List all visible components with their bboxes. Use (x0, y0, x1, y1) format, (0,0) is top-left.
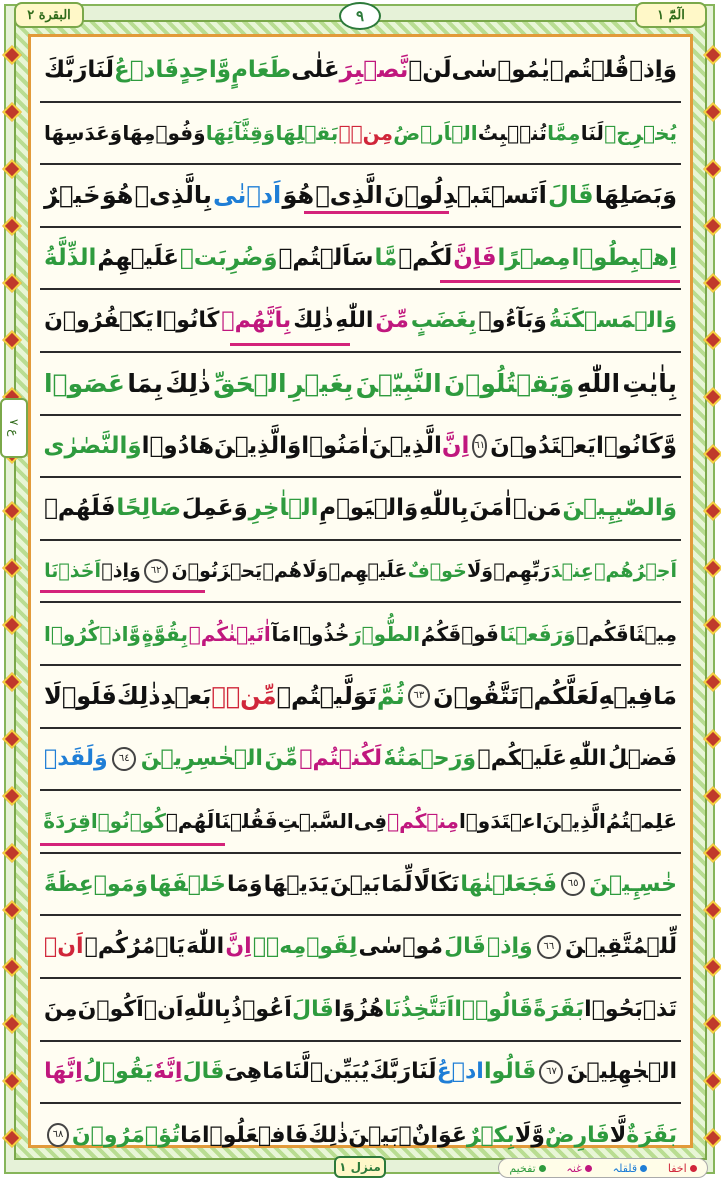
word: یَحۡزَنُوۡنَ (171, 560, 263, 583)
word: لَكُمۡ (398, 245, 453, 272)
word: عِنۡدَ (550, 560, 594, 583)
word: بِمَا (127, 368, 163, 398)
word: بِغَیۡرِ (288, 368, 354, 398)
ayah-number: ٦١ (472, 434, 487, 458)
word: رَبَّكَ (44, 57, 88, 84)
word: خَوۡفٌ (407, 560, 467, 583)
word: خٰسِـِٕیۡنَ (589, 871, 677, 897)
word: یَكۡفُرُوۡنَ (44, 308, 154, 334)
word: لَّا (609, 1122, 627, 1148)
word: الۡاَرۡضُ (393, 120, 478, 145)
word: اٰمَنَ (469, 495, 513, 522)
word: لَكُنۡتُمۡ (299, 746, 383, 772)
word: تُنۡۢبِتُ (477, 120, 547, 145)
word: لِقَوۡمِهٖۤ (252, 934, 358, 960)
word: اعۡتَدَوۡا (458, 809, 543, 834)
word: وَرَفَعۡنَا (499, 621, 576, 646)
tajweed-legend (498, 1158, 708, 1178)
word: عَلَیۡهِمۡ (328, 560, 408, 583)
text-line (40, 979, 681, 1042)
word: لِّلۡمُتَّقِیۡنَ (565, 934, 677, 960)
word: بَعۡدِ (160, 682, 212, 711)
legend-color-dot (690, 1165, 697, 1172)
word: اَنۡ (143, 996, 184, 1022)
word: عَلَیۡكُمۡ (477, 746, 567, 772)
word: الذِّلَّةُ (44, 245, 97, 272)
word: وَّاحِدٍ (179, 57, 232, 84)
text-line (40, 40, 681, 103)
word: وَاِذۡ (629, 57, 677, 84)
word: وَعَمِلَ (181, 495, 248, 522)
word: فَارِضٌ (544, 1122, 610, 1148)
word: اَنۡ (44, 934, 84, 960)
word: وَّكَانُوۡا (595, 432, 677, 459)
word: لَنَا (411, 1059, 437, 1085)
waqf-overline (230, 343, 350, 346)
word: وَعَدَسِهَا (44, 120, 123, 145)
legend-color-dot (640, 1165, 647, 1172)
word: بَقَرَةً (533, 996, 584, 1022)
word: قَالَ (548, 181, 594, 210)
word: عَلٰی (291, 57, 340, 84)
word: مِّنۡۢ (211, 682, 277, 711)
text-line (40, 1042, 681, 1105)
text-line (40, 353, 681, 416)
word: وَالصّٰبِـِٕیۡنَ (562, 495, 677, 522)
word: الۡحَقِّ (213, 368, 287, 398)
word: ذٰلِكَ (165, 368, 211, 398)
word: تَذۡبَحُوۡا (584, 996, 677, 1022)
word: مَا (180, 1122, 203, 1148)
word: قَالُوۡۤا (454, 996, 534, 1022)
word: وَاِذۡ (101, 560, 141, 583)
ruku-marker: ع ٧ (0, 398, 28, 458)
word: هُوَ (101, 181, 134, 210)
word: بِغَضَبٍ (410, 308, 477, 334)
word: وَیَقۡتُلُوۡنَ (443, 368, 575, 398)
word: یَقُوۡلُ (82, 1059, 154, 1085)
word: اَتَسۡتَبۡدِلُوۡنَ (383, 181, 547, 210)
text-line (40, 416, 681, 479)
word: وَضُرِبَتۡ (179, 245, 278, 272)
word: اِنَّهَا (44, 1059, 83, 1085)
word: ذٰلِكَ (308, 1122, 349, 1148)
ayah-number: ٦٨ (47, 1123, 69, 1147)
text-line (40, 478, 681, 541)
word: سَاَلۡتُمۡ (278, 245, 374, 272)
word: بِكۡرٌ (466, 1122, 515, 1148)
word: خَلۡفَهَا (149, 871, 226, 897)
word: اِنَّ (225, 934, 252, 960)
waqf-overline (304, 211, 449, 214)
waqf-overline (440, 280, 680, 283)
word: مَا (262, 1059, 285, 1085)
word: فَوۡقَكُمُ (420, 621, 499, 646)
word: الَّذِیۡنَ (542, 809, 606, 834)
word: اللّٰهِ (576, 368, 621, 398)
word: لِّمَا (381, 871, 413, 897)
word: ذٰلِكَ (116, 682, 161, 711)
word: وَقِثَّآئِهَا (205, 120, 276, 145)
word: كَانُوۡا (155, 308, 220, 334)
legend-color-dot (539, 1165, 546, 1172)
text-line (40, 666, 681, 729)
ayah-number: ٦٦ (537, 935, 561, 959)
word: خُذُوۡا (292, 621, 350, 646)
word: یٰمُوۡسٰی (451, 57, 550, 84)
word: عَصَوۡا (44, 368, 126, 398)
word: لَهُمۡ (165, 809, 215, 834)
word: بِاٰیٰتِ (622, 368, 677, 398)
word: اَتَتَّخِذُنَا (384, 996, 455, 1022)
legend-label: غنہ (566, 1161, 582, 1175)
word: وَبَصَلِهَا (594, 181, 677, 210)
word: رَبِّهِمۡ (493, 560, 551, 583)
word: وَلَقَدۡ (44, 746, 108, 772)
word: یُبَیِّنۡ (310, 1059, 370, 1085)
text-line (40, 165, 681, 228)
word: رَبَّكَ (369, 1059, 411, 1085)
word: وَالَّذِیۡنَ (214, 432, 302, 459)
word: فَقُلۡنَا (214, 809, 278, 834)
word: هُزُوًا (333, 996, 385, 1022)
word: عَلَیۡهِمُ (97, 245, 179, 272)
word: الَّذِیۡنَ (368, 432, 442, 459)
word: وَّاذۡكُرُوۡا (44, 621, 141, 646)
word: هُوَ (282, 181, 315, 210)
word: عَوَانٌۢ (398, 1122, 467, 1148)
word: فِیۡهِ (598, 682, 654, 711)
word: لَّنَا (284, 1059, 310, 1085)
word: اَخَذۡنَا (44, 560, 101, 583)
word: اَدۡنٰی (213, 181, 282, 210)
word: بَقَرَةٌ (626, 1122, 677, 1148)
word: ادۡعُ (436, 1059, 484, 1085)
word: اِهۡبِطُوۡا (571, 245, 677, 272)
legend-label: اخفا (667, 1161, 687, 1175)
word: مِنۡكُمۡ (387, 809, 459, 834)
word: الۡاٰخِرِ (248, 495, 319, 522)
manzil-tab: منزل ١ (334, 1156, 386, 1178)
word: بِاللّٰهِ (183, 996, 231, 1022)
word: قَالُوا (484, 1059, 537, 1085)
word: مِصۡرًا (497, 245, 571, 272)
ayah-number: ٦٥ (561, 872, 585, 896)
surah-name-tab: البقرة ٢ (14, 2, 84, 28)
word: فِی (353, 809, 388, 834)
word: بِاَنَّهُمۡ (221, 308, 292, 334)
legend-item (566, 1162, 592, 1175)
word: بَیۡنَ (329, 871, 381, 897)
word: مِّنَ (375, 308, 409, 334)
word: قَالَ (182, 1059, 225, 1085)
juz-name-tab: الٓمّٓ ١ (635, 2, 707, 28)
waqf-overline (40, 590, 205, 593)
ayah-number: ٦٤ (112, 747, 136, 771)
word: وَالۡمَسۡكَنَةُ (548, 308, 677, 334)
word: بَقۡلِهَا (275, 120, 339, 145)
word: وَاِذۡ (487, 934, 533, 960)
word: مِنَ (44, 996, 78, 1022)
word: الطُّوۡرَ (350, 621, 421, 646)
legend-color-dot (585, 1165, 592, 1172)
word: یَاۡمُرُكُمۡ (84, 934, 185, 960)
page-number: ٩ (339, 2, 381, 30)
word: مِیۡثَاقَكُمۡ (576, 621, 677, 646)
word: مَنۡ (512, 495, 562, 522)
word: الۡجٰهِلِیۡنَ (566, 1059, 677, 1085)
ayah-number: ٦٧ (539, 1060, 563, 1084)
word: الۡخٰسِرِیۡنَ (140, 746, 263, 772)
word: یَعۡتَدُوۡنَ (490, 432, 596, 459)
text-line (40, 729, 681, 792)
word: وَفُوۡمِهَا (122, 120, 206, 145)
legend-item (509, 1162, 545, 1175)
word: هِیَ (224, 1059, 263, 1085)
word: كُوۡنُوۡا (90, 809, 166, 834)
word: وَالنَّصٰرٰی (43, 432, 142, 459)
word: بَیۡنَ (348, 1122, 399, 1148)
word: مِمَّا (547, 120, 581, 145)
word: وَبَآءُوۡ (478, 308, 547, 334)
word: اللّٰهِ (568, 746, 607, 772)
word: لَنۡ (408, 57, 452, 84)
word: فَضۡلُ (608, 746, 677, 772)
word: مَّا (374, 245, 398, 272)
word: عَلِمۡتُمُ (605, 809, 677, 834)
word: مِّنَ (264, 746, 298, 772)
word: اِنَّ (441, 432, 470, 459)
word: تَوَلَّیۡتُمۡ (276, 682, 377, 711)
word: فَادۡعُ (114, 57, 180, 84)
word: وَالۡیَوۡمِ (319, 495, 419, 522)
legend-item (613, 1162, 648, 1175)
word: وَلَا (467, 560, 494, 583)
word: الَّذِیۡ (315, 181, 383, 210)
word: قُلۡتُمۡ (549, 57, 630, 84)
word: یُخۡرِجۡ (604, 120, 677, 145)
word: تَتَّقُوۡنَ (433, 682, 520, 711)
word: وَمَا (226, 871, 263, 897)
word: قَالَ (291, 996, 334, 1022)
word: نَّصۡبِرَ (339, 57, 409, 84)
legend-label: قلقلہ (612, 1161, 638, 1175)
ayah-number: ٦٢ (144, 559, 168, 583)
word: اَعُوۡذُ (230, 996, 292, 1022)
text-line (40, 916, 681, 979)
word: طَعَامٍ (231, 57, 292, 84)
word: تُؤۡمَرُوۡنَ (71, 1122, 181, 1148)
word: هُمۡ (262, 560, 302, 583)
word: مُوۡسٰی (358, 934, 443, 960)
word: هَادُوۡا (141, 432, 215, 459)
word: فَلَوۡلَا (44, 682, 117, 711)
word: لَعَلَّكُمۡ (519, 682, 599, 711)
word: مَآ (271, 621, 292, 646)
word: قِرَدَةً (43, 809, 91, 834)
word: فَافۡعَلُوۡا (202, 1122, 309, 1148)
word: مِنۡۢ (338, 120, 393, 145)
ayah-number: ٦٣ (408, 684, 430, 708)
word: فَجَعَلۡنٰهَا (460, 871, 558, 897)
word: وَلَا (302, 560, 329, 583)
word: ذٰلِكَ (293, 308, 334, 334)
text-line (40, 854, 681, 917)
word: ثُمَّ (376, 682, 405, 711)
word: النَّبِیّٖنَ (355, 368, 442, 398)
word: یَدَیۡهَا (263, 871, 329, 897)
legend-item (668, 1162, 697, 1175)
word: خَیۡرٌ (44, 181, 101, 210)
text-line (40, 603, 681, 666)
word: وَمَوۡعِظَةً (44, 871, 149, 897)
word: اٰمَنُوۡا (301, 432, 369, 459)
word: لَنَا (580, 120, 604, 145)
word: اَجۡرُهُمۡ (594, 560, 677, 583)
word: قَالَ (444, 934, 486, 960)
word: اللّٰهَ (186, 934, 225, 960)
word: بِالَّذِیۡ (134, 181, 212, 210)
word: السَّبۡتِ (277, 809, 354, 834)
word: اِنَّهٗ (153, 1059, 183, 1085)
legend-label: تفخیم (509, 1161, 536, 1175)
text-line (40, 290, 681, 353)
waqf-overline (40, 843, 225, 846)
word: وَّلَا (514, 1122, 545, 1148)
word: اللّٰهِ (335, 308, 374, 334)
word: فَاِنَّ (453, 245, 497, 272)
text-line (40, 541, 681, 604)
word: بِاللّٰهِ (419, 495, 469, 522)
text-line (40, 103, 681, 166)
word: صَالِحًا (116, 495, 182, 522)
word: مَا (653, 682, 677, 711)
word: اَكُوۡنَ (77, 996, 144, 1022)
word: نَكَالًا (413, 871, 460, 897)
word: وَرَحۡمَتُهٗ (383, 746, 476, 772)
word: بِقُوَّةٍ (141, 621, 188, 646)
word: فَلَهُمۡ (44, 495, 116, 522)
word: لَنَا (87, 57, 115, 84)
quran-text-body (40, 40, 681, 1167)
word: اٰتَیۡنٰكُمۡ (188, 621, 271, 646)
